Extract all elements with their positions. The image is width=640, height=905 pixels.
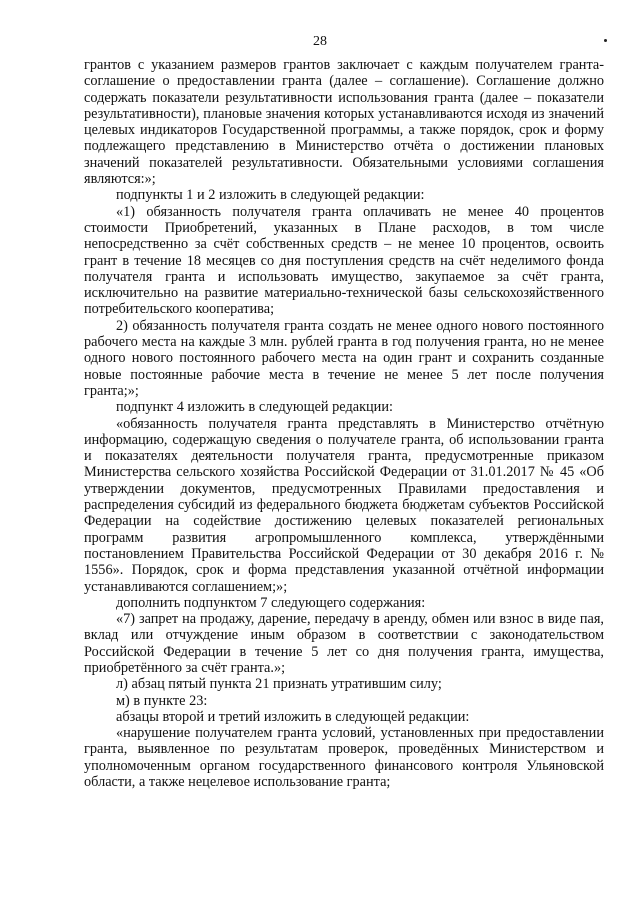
- paragraph-9: л) абзац пятый пункта 21 признать утратившим силу;: [116, 676, 442, 693]
- paragraph-2: подпункты 1 и 2 изложить в следующей редакции:: [116, 187, 425, 204]
- scan-speck: [604, 39, 607, 42]
- paragraph-11: абзацы второй и третий изложить в следующей редакции:: [116, 708, 470, 725]
- paragraph-10: м) в пункте 23:: [116, 692, 208, 709]
- page-number: 28: [313, 34, 327, 49]
- document-body: [84, 57, 604, 790]
- paragraph-12: «нарушение получателем гранта условий, установленных при предоставлении гранта, выявленное по результатам проверок, проведённых Министерством и уполномоченным органом государственного финансового контроля Ульяновской области, а также нецелевое использование гранта;: [84, 725, 604, 791]
- paragraph-7: дополнить подпунктом 7 следующего содержания:: [116, 594, 426, 611]
- paragraph-4: 2) обязанность получателя гранта создать не менее одного нового постоянного рабочего места на каждые 3 млн. рублей гранта в год получения гранта, но не менее одного нового постоянного рабочего места на один грант и сохранить созданные новые постоянные рабочие места в течение не менее 5 лет после получения гранта;»;: [84, 317, 604, 399]
- paragraph-5: подпункт 4 изложить в следующей редакции:: [116, 399, 393, 416]
- paragraph-8: «7) запрет на продажу, дарение, передачу в аренду, обмен или взнос в виде пая, вклад или отчуждение иным образом в соответствии с законодательством Российской Федерации в течение 5 лет со дня получения гранта, имущества, приобретённого за счёт гранта.»;: [84, 611, 604, 676]
- paragraph-3: «1) обязанность получателя гранта оплачивать не менее 40 процентов стоимости Приобретений, указанных в Плане расходов, в том числе непосредственно за счёт собственных средств – не менее 10 процентов, освоить грант в течение 18 месяцев со дня поступления средств на счёт неделимого фонда получателя гранта и использовать имущество, закупаемое за счёт гранта, исключительно на развитие материально-технической базы сельскохозяйственного потребительского кооператива;: [84, 203, 604, 318]
- paragraph-1: грантов с указанием размеров грантов заключает с каждым получателем гранта-соглашение о предоставлении гранта (далее – соглашение). Соглашение должно содержать показатели результативности использования гранта (далее – показатели результативности), плановые значения которых устанавливаются исходя из значений целевых индикаторов Государственной программы, а также порядок, срок и форму подлежащего представлению в Министерство отчёта о достижении плановых значений показателей результативности. Обязательными условиями соглашения являются:»;: [84, 57, 604, 188]
- paragraph-6: «обязанность получателя гранта представлять в Министерство отчётную информацию, содержащую сведения о получателе гранта, об использовании гранта и показателях деятельности получателя гранта, предусмотренные приказом Министерства сельского хозяйства Российской Федерации от 31.01.2017 № 45 «Об утверждении документов, предусмотренных Правилами предоставления и распределения субсидий из федерального бюджета бюджетам субъектов Российской Федерации на содействие достижению целевых показателей региональных программ развития агропромышленного комплекса, утверждёнными постановлением Правительства Российской Федерации от 30 декабря 2016 г. № 1556». Порядок, срок и форма представления указанной отчётной информации устанавливаются соглашением;»;: [84, 415, 604, 595]
